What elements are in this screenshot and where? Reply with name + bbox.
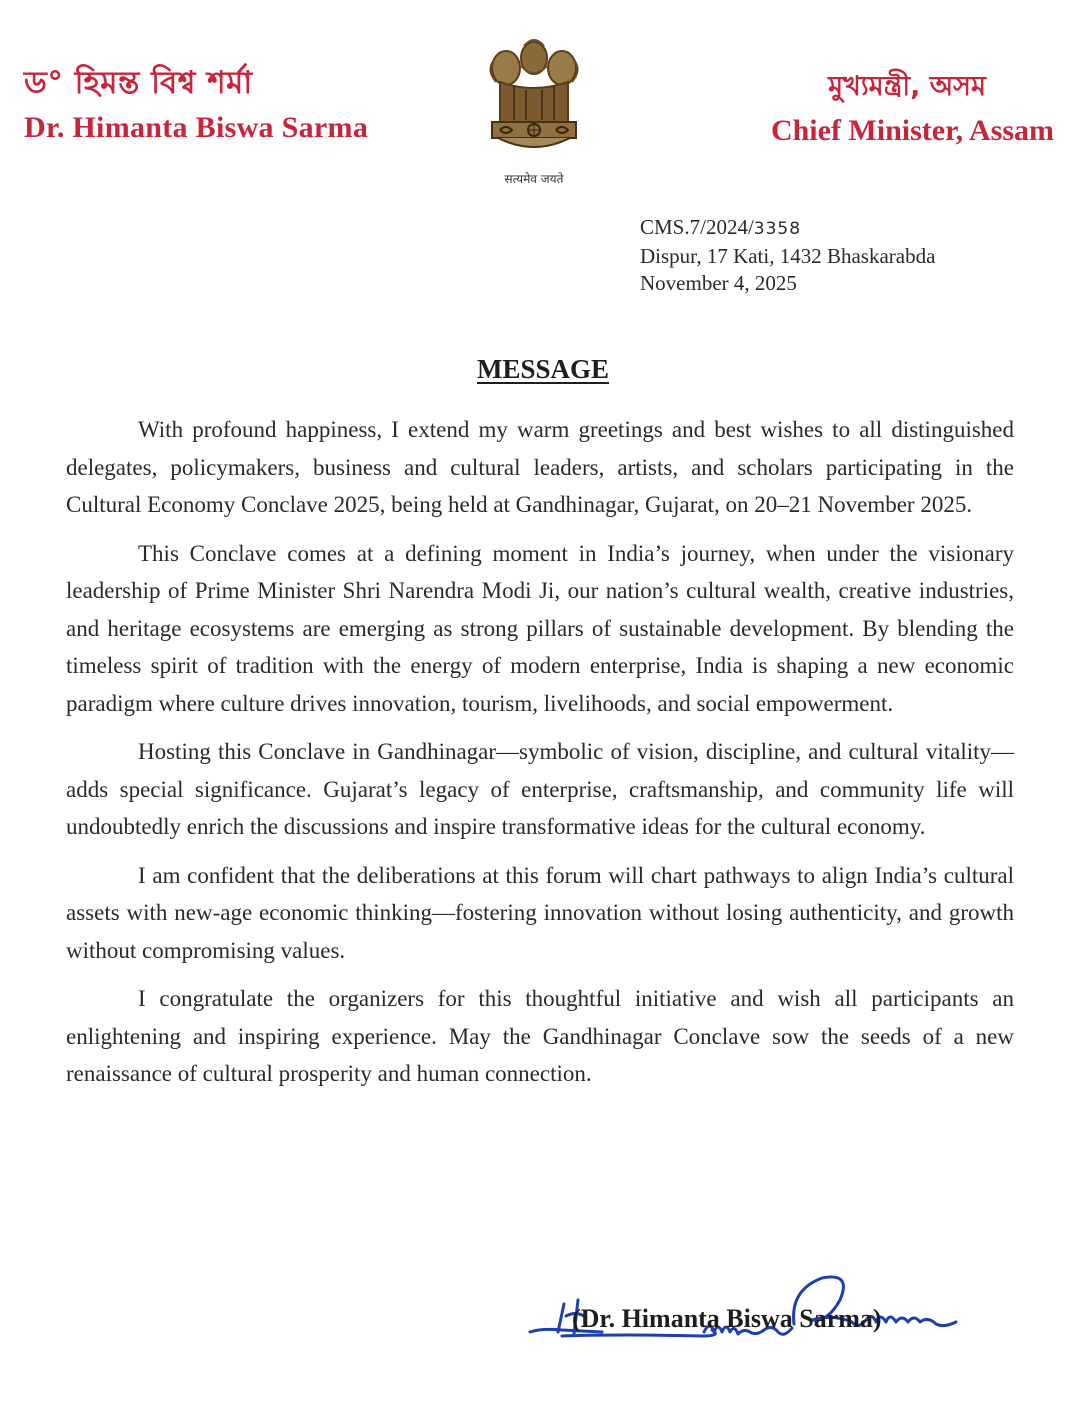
paragraph-4: I am confident that the deliberations at this forum will chart pathways to align India’s cultural assets with new-age economic thinking—fostering innovation without losing authenticity, and growth without compromising values.: [66, 862, 1014, 963]
reference-block: [640, 214, 935, 297]
heading-text: MESSAGE: [476, 354, 610, 384]
letter-date: November 4, 2025: [640, 271, 797, 295]
reference-number: CMS.7/2024/: [640, 215, 754, 239]
place-date-local: Dispur, 17 Kati, 1432 Bhaskarabda: [640, 244, 936, 268]
title-bengali: মুখ্যমন্ত্ৰী, অসম: [828, 71, 986, 102]
reference-number-handwritten: 3358: [753, 219, 802, 239]
name-english: Dr. Himanta Biswa Sarma: [24, 111, 369, 144]
name-bengali: ড° হিমন্ত বিশ্ব শৰ্মা: [24, 65, 253, 101]
paragraph-2: This Conclave comes at a defining moment in India’s journey, when under the visionary leadership of Prime Minister Shri Narendra Modi Ji, our nation’s cultural wealth, creative industries, and heritage ecosystems are emerging as strong pillars of sustainable development. By blending the timeless spirit of tradition with the energy of modern enterprise, India is shaping a new economic paradigm where culture drives innovation, tourism, livelihoods, and social empowerment.: [66, 540, 1014, 716]
paragraph-5: I congratulate the organizers for this thoughtful initiative and wish all participants an enlightening and inspiring experience. May the Gandhinagar Conclave sow the seeds of a new renaissance of cultural prosperity and human connection.: [66, 986, 1014, 1086]
signatory-name: (Dr. Himanta Biswa Sarma): [572, 1304, 882, 1333]
reference-number-line: [640, 214, 935, 243]
letterhead-title-block: [771, 70, 1054, 149]
letterhead-name-block: [24, 64, 368, 146]
message-body: [66, 411, 1014, 1104]
state-emblem-icon: [474, 24, 594, 194]
message-heading: [0, 354, 1086, 385]
paragraph-3: Hosting this Conclave in Gandhinagar—symbolic of vision, discipline, and cultural vitality—adds special significance. Gujarat’s legacy of enterprise, craftsmanship, and community life will undoubtedly enrich the discussions and inspire transformative ideas for the cultural economy.: [66, 739, 1014, 839]
paragraph-1: With profound happiness, I extend my warm greetings and best wishes to all distinguished delegates, policymakers, business and cultural leaders, artists, and scholars participating in the Cultural Economy Conclave 2025, being held at Gandhinagar, Gujarat, on 20–21 November 2025.: [66, 417, 1014, 517]
title-english: Chief Minister, Assam: [770, 114, 1054, 147]
emblem-motto: सत्यमेव जयते: [504, 172, 564, 186]
